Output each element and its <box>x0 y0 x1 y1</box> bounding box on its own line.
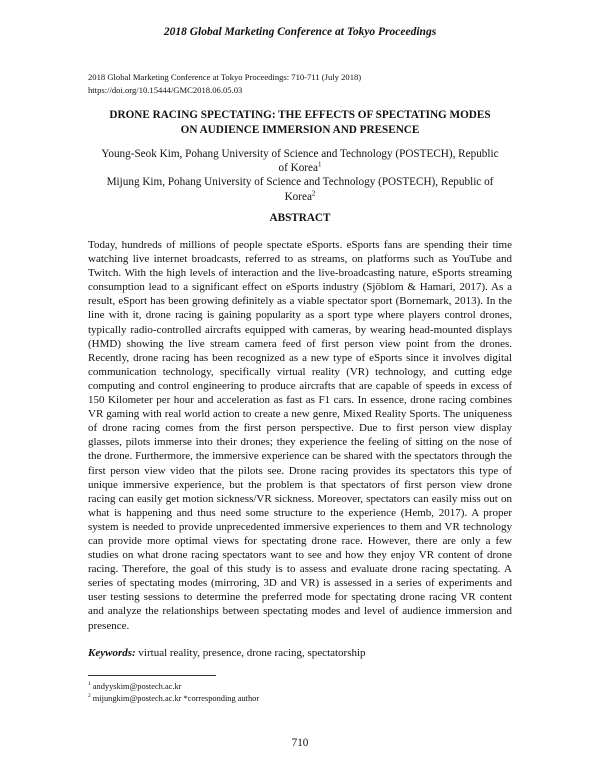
citation-doi[interactable]: https://doi.org/10.15444/GMC2018.06.05.03 <box>88 84 243 95</box>
author-1-affiliation-line-1: Young-Seok Kim, Pohang University of Science and Technology (POSTECH), Republic <box>101 148 499 160</box>
footnote-1: $^1$ andyyskim@postech.ac.kr <box>88 681 182 691</box>
author-1-affiliation-line-2: of Korea$^1$ <box>278 160 322 175</box>
title-line-1: DRONE RACING SPECTATING: THE EFFECTS OF SPECTATING MODES <box>109 109 491 121</box>
abstract-body: Today, hundreds of millions of people spectate eSports. eSports fans are spending their time watching live internet broadcasts, referred to as streams, on platforms such as YouTube and Twitch. With the high levels of interaction and the live-broadcasting nature, eSports streaming consumption lead to a significant effect on eSports industry (Sjöblom & Hamari, 2017). As a result, eSport has been growing definitely as a viable spectator sport (Bornemark, 2013). In the line with it, drone racing is gaining popularity as a sport type where players control drones, typically radio-controlled aircrafts equipped with cameras, by wearing head-mounted displays (HMD) showing the live stream camera feed of first person view point from the drones. Recently, drone racing has been recognized as a new type of eSports since it involves digital communication technology, specifically virtual reality (VR) technology, and cutting edge computing and control engineering to produce aircrafts that are capable of speeds in excess of 150 Kilometer per hour and acceleration as fast as F1 cars. In essence, drone racing combines VR gaming with real world action to create a new genre, Mixed Reality Sports. The uniqueness of drone racing comes from the first person perspective. Due to first person view display glasses, pilots immerse into their drones; they experience the feeling of sitting on the nose of the drone. Furthermore, the immersive experience can be shared with the spectators through the first person view video that the pilots see. Drone racing provides its spectators this type of unique immersive experience, but the problem is that spectators of first person view drone racing can easily get motion sickness/VR sickness. Moreover, spectators can easily miss out on what is happening and thus need some structure to the experience (Hemb, 2017). A proper system is needed to provide unprecedented immersive experiences to them and VR technology can provide more optimal views for spectating drone race. However, there are only a few studies on what drone racing spectators want to see and how they enjoy VR content of drone racing. Therefore, the goal of this study is to assess and evaluate drone racing spectating. A series of spectating modes (mirroring, 3D and VR) is assessed in a series of experiments and user testing sessions to determine the preferred mode for spectating drone racing VR content and analyze the relationships between spectating modes and level of audience immersion and presence. <box>88 239 512 632</box>
author-2 <box>88 175 512 203</box>
paper-title <box>80 108 520 137</box>
footnote-1-email[interactable]: andyyskim@postech.ac.kr <box>92 682 182 691</box>
abstract-heading: ABSTRACT <box>269 212 331 224</box>
running-header: 2018 Global Marketing Conference at Tokyo Proceedings <box>163 26 437 38</box>
citation-proceedings: 2018 Global Marketing Conference at Tokyo Proceedings: 710-711 (July 2018) <box>88 72 362 82</box>
keywords-line <box>88 646 512 660</box>
keywords-text: virtual reality, presence, drone racing, spectatorship <box>138 647 366 659</box>
footnote-mark-1: 1 <box>317 160 322 169</box>
citation-block <box>88 71 518 96</box>
footnote-mark-2: 2 <box>311 188 316 197</box>
page-number: 710 <box>291 737 309 749</box>
author-2-affiliation-line-2: Korea$^2$ <box>284 188 316 203</box>
footnote-2-email[interactable]: mijungkim@postech.ac.kr *corresponding author <box>92 693 260 703</box>
author-2-affiliation-line-1: Mijung Kim, Pohang University of Science and Technology (POSTECH), Republic of <box>106 176 494 189</box>
footnote-divider <box>88 675 216 676</box>
keywords-label: Keywords: <box>88 647 136 659</box>
footnote-2: $^2$ mijungkim@postech.ac.kr *corresponding author <box>88 693 260 703</box>
author-list <box>88 147 512 204</box>
footnotes <box>88 681 512 705</box>
title-line-2: ON AUDIENCE IMMERSION AND PRESENCE <box>180 123 420 136</box>
author-1 <box>88 147 512 175</box>
